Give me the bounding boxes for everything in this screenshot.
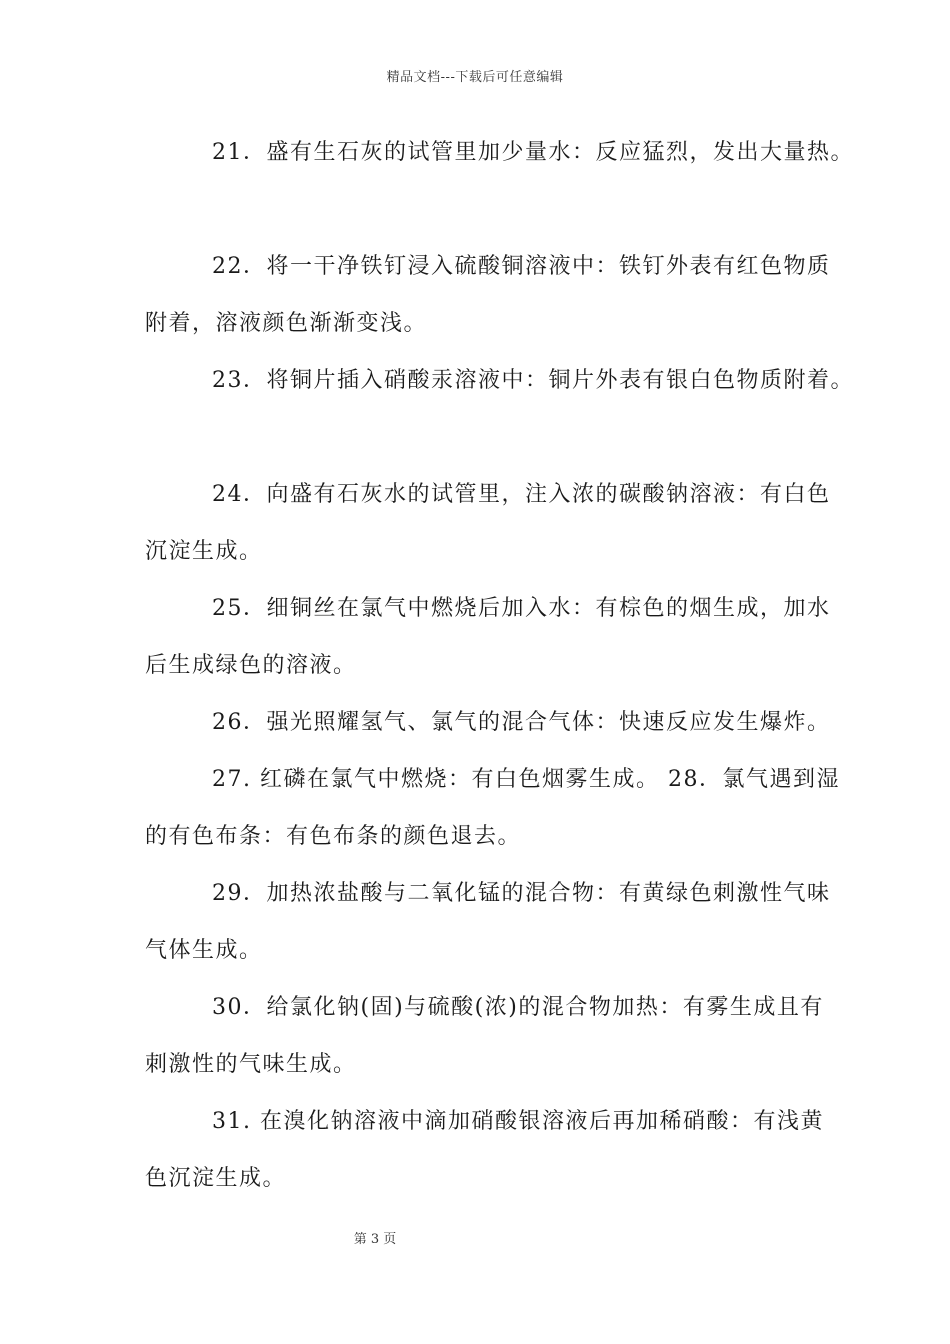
text-line-24-cont: 沉淀生成。: [145, 539, 263, 564]
text-line-30: 30．给氯化钠(固)与硫酸(浓)的混合物加热：有雾生成且有: [212, 995, 824, 1020]
text-line-23: 23．将铜片插入硝酸汞溶液中：铜片外表有银白色物质附着。: [212, 368, 854, 393]
text-line-28-cont: 的有色布条：有色布条的颜色退去。: [145, 824, 522, 849]
text-line-21: 21．盛有生石灰的试管里加少量水：反应猛烈，发出大量热。: [212, 140, 854, 165]
text-line-25-cont: 后生成绿色的溶液。: [145, 653, 357, 678]
text-line-25: 25．细铜丝在氯气中燃烧后加入水：有棕色的烟生成，加水: [212, 596, 831, 621]
text-line-26: 26．强光照耀氢气、氯气的混合气体：快速反应发生爆炸。: [212, 710, 831, 735]
text-line-29-cont: 气体生成。: [145, 938, 263, 963]
text-line-27: 27. 红磷在氯气中燃烧：有白色烟雾生成。 28．氯气遇到湿: [212, 767, 840, 792]
text-line-30-cont: 刺激性的气味生成。: [145, 1052, 357, 1077]
page-header: 精品文档---下载后可任意编辑: [386, 70, 564, 85]
text-line-31-cont: 色沉淀生成。: [145, 1166, 287, 1191]
page-footer: 第 3 页: [353, 1232, 397, 1247]
text-line-22-cont: 附着，溶液颜色渐渐变浅。: [145, 311, 428, 336]
text-line-24: 24．向盛有石灰水的试管里，注入浓的碳酸钠溶液：有白色: [212, 482, 831, 507]
text-line-31: 31. 在溴化钠溶液中滴加硝酸银溶液后再加稀硝酸：有浅黄: [212, 1109, 824, 1134]
text-line-29: 29．加热浓盐酸与二氧化锰的混合物：有黄绿色刺激性气味: [212, 881, 831, 906]
text-line-22: 22．将一干净铁钉浸入硫酸铜溶液中：铁钉外表有红色物质: [212, 254, 831, 279]
